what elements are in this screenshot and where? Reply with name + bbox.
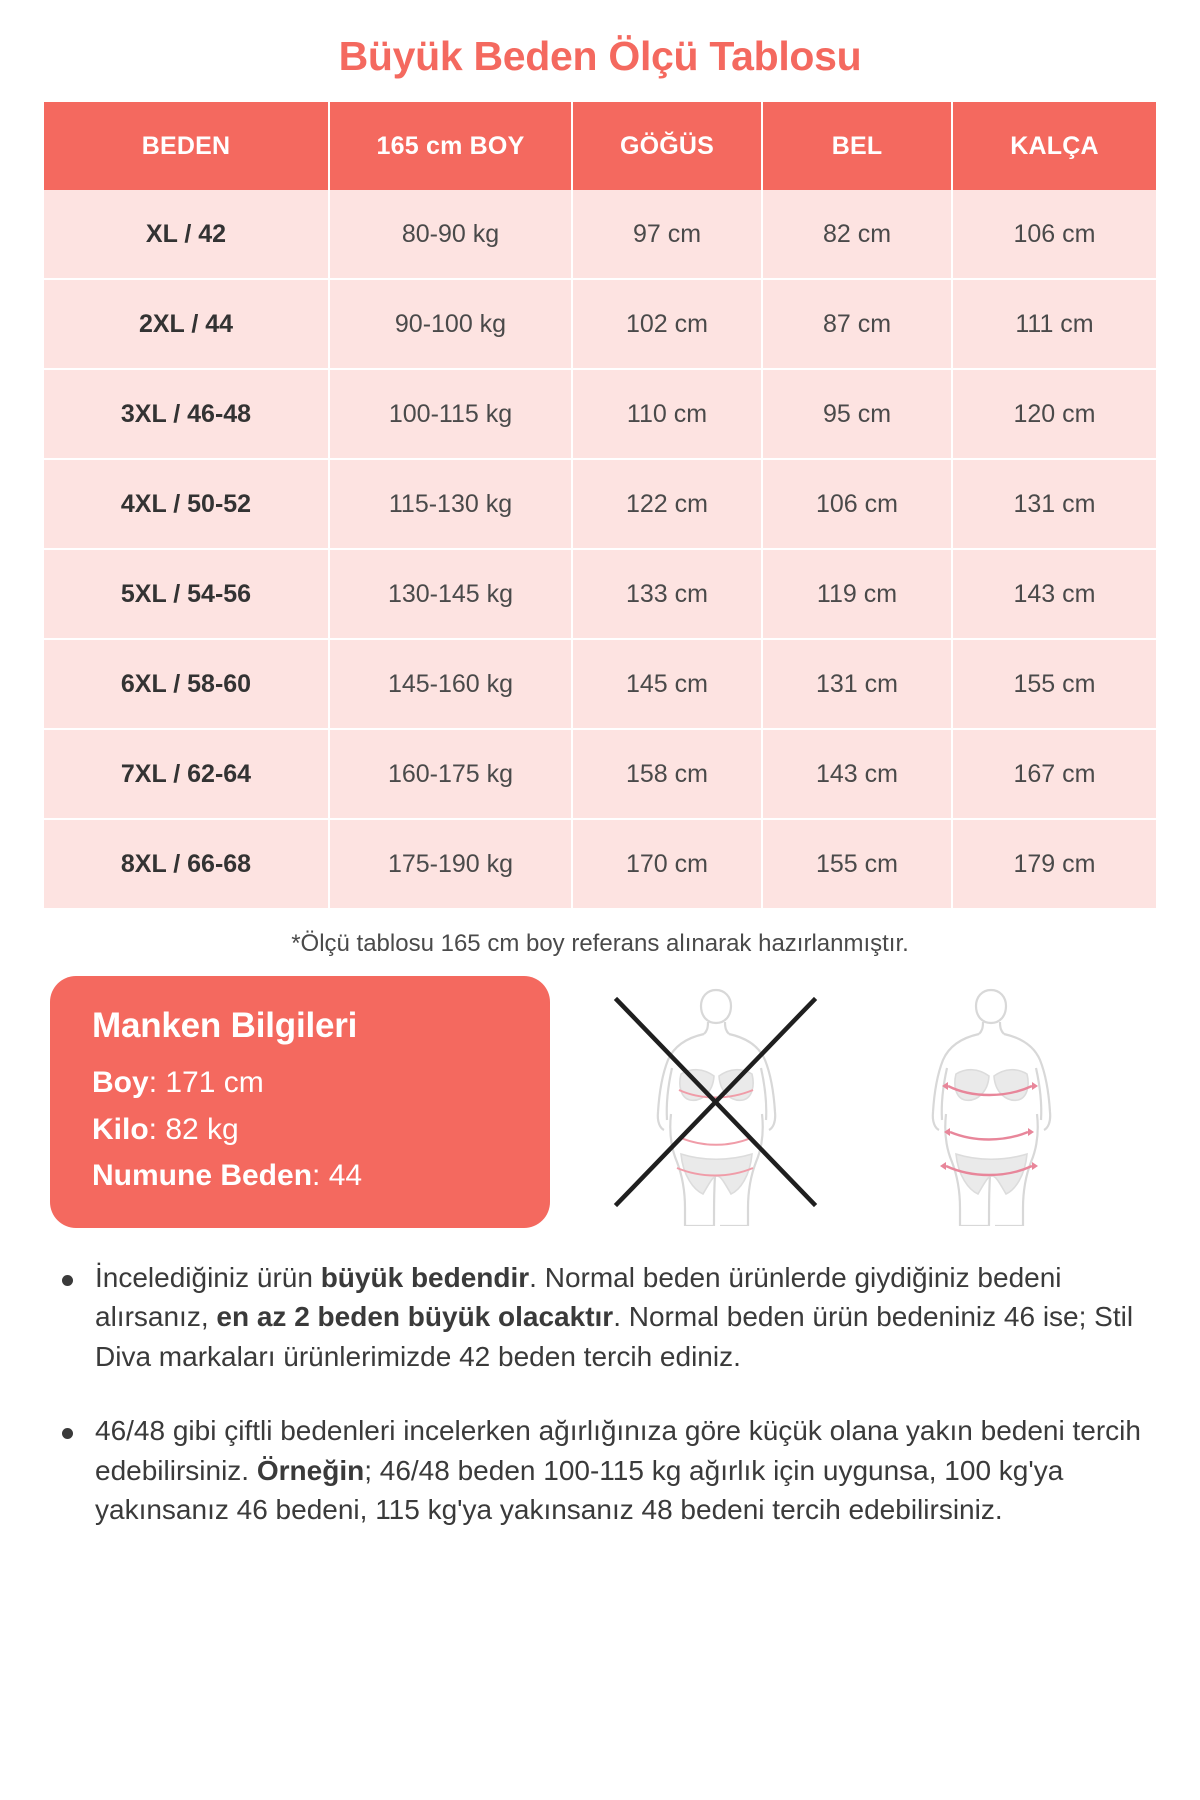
- table-cell: 90-100 kg: [329, 279, 572, 369]
- emphasis-text: büyük bedendir: [320, 1261, 530, 1293]
- table-header-row: [44, 102, 1156, 190]
- emphasis-text: Örneğin: [256, 1454, 365, 1486]
- plain-text: . Normal beden ürünlerde giydiğiniz bedeni alırsanız,: [95, 1261, 1062, 1333]
- model-and-figures-row: [42, 976, 1158, 1228]
- table-cell: 106 cm: [952, 190, 1156, 279]
- model-sample-size-value: : 44: [312, 1159, 363, 1192]
- table-cell-beden: 3XL / 46-48: [44, 369, 329, 459]
- list-item: [52, 1411, 1142, 1530]
- table-cell: 143 cm: [952, 549, 1156, 639]
- table-cell: 131 cm: [952, 459, 1156, 549]
- body-outline-correct-icon: [884, 986, 1099, 1226]
- model-info-card: [50, 976, 550, 1228]
- bullet-dot-icon: [62, 1275, 73, 1286]
- table-cell: 167 cm: [952, 729, 1156, 819]
- emphasis-text: en az 2 beden büyük olacaktır: [216, 1301, 614, 1333]
- table-cell: 102 cm: [572, 279, 762, 369]
- table-cell: 131 cm: [762, 639, 952, 729]
- column-header-kalca: KALÇA: [952, 102, 1156, 190]
- column-header-boy: 165 cm BOY: [329, 102, 572, 190]
- table-cell-beden: 8XL / 66-68: [44, 819, 329, 908]
- table-cell: 80-90 kg: [329, 190, 572, 279]
- model-weight-label: Kilo: [92, 1112, 149, 1146]
- table-cell: 155 cm: [762, 819, 952, 908]
- model-info-heading: Manken Bilgileri: [92, 1006, 358, 1045]
- model-height-value: : 171 cm: [148, 1066, 264, 1099]
- body-outline-wrong-icon: [609, 986, 824, 1226]
- table-cell: 143 cm: [762, 729, 952, 819]
- table-cell: 110 cm: [572, 369, 762, 459]
- table-cell-beden: 5XL / 54-56: [44, 549, 329, 639]
- table-cell: 119 cm: [762, 549, 952, 639]
- plain-text: 46/48 gibi çiftli bedenleri incelerken ağırlığınıza göre küçük olana yakın bedeni tercih edebilirsiniz.: [95, 1414, 1141, 1486]
- table-cell: 82 cm: [762, 190, 952, 279]
- model-height-label: Boy: [92, 1066, 149, 1099]
- table-row: [44, 549, 1156, 639]
- table-cell: 155 cm: [952, 639, 1156, 729]
- model-sample-size-line: [92, 1153, 520, 1200]
- table-cell-beden: 6XL / 58-60: [44, 639, 329, 729]
- measurement-figures: [550, 976, 1158, 1226]
- table-cell: 133 cm: [572, 549, 762, 639]
- table-cell: 95 cm: [762, 369, 952, 459]
- model-sample-size-label: Numune Beden: [92, 1159, 313, 1192]
- plain-text: . Normal beden ürün bedeniniz 46 ise; Stil Diva markaları ürünlerimizde 42 beden tercih ediniz.: [95, 1301, 1134, 1372]
- table-cell-beden: 2XL / 44: [44, 279, 329, 369]
- table-note: *Ölçü tablosu 165 cm boy referans alınarak hazırlanmıştır.: [291, 930, 909, 957]
- table-row: [44, 639, 1156, 729]
- table-cell-beden: 7XL / 62-64: [44, 729, 329, 819]
- table-row: [44, 369, 1156, 459]
- model-weight-value: : 82 kg: [148, 1112, 239, 1146]
- table-cell: 120 cm: [952, 369, 1156, 459]
- table-cell: 160-175 kg: [329, 729, 572, 819]
- notes-list: [42, 1228, 1158, 1531]
- table-row: [44, 819, 1156, 908]
- column-header-gogus: GÖĞÜS: [572, 102, 762, 190]
- model-height-line: [92, 1060, 520, 1107]
- correct-measurement-figure: [884, 986, 1099, 1226]
- model-weight-line: [92, 1107, 520, 1154]
- table-cell-beden: XL / 42: [44, 190, 329, 279]
- bullet-dot-icon: [62, 1428, 73, 1439]
- table-cell: 130-145 kg: [329, 549, 572, 639]
- list-item: [52, 1258, 1142, 1377]
- column-header-beden: BEDEN: [44, 102, 329, 190]
- table-cell: 175-190 kg: [329, 819, 572, 908]
- table-cell: 115-130 kg: [329, 459, 572, 549]
- table-row: [44, 190, 1156, 279]
- table-cell: 97 cm: [572, 190, 762, 279]
- table-cell: 122 cm: [572, 459, 762, 549]
- table-cell: 179 cm: [952, 819, 1156, 908]
- plain-text: ; 46/48 beden 100-115 kg ağırlık için uygunsa, 100 kg'ya yakınsanız 46 bedeni, 115 kg'ya yakınsanız 48 bedeni tercih edebilirsiniz.: [95, 1454, 1064, 1526]
- table-row: [44, 279, 1156, 369]
- list-item-text: [95, 1411, 1142, 1530]
- size-table: [44, 102, 1156, 908]
- table-cell-beden: 4XL / 50-52: [44, 459, 329, 549]
- table-cell: 158 cm: [572, 729, 762, 819]
- table-row: [44, 729, 1156, 819]
- table-row: [44, 459, 1156, 549]
- page-title: Büyük Beden Ölçü Tablosu: [338, 33, 862, 79]
- table-cell: 87 cm: [762, 279, 952, 369]
- wrong-measurement-figure: [609, 986, 824, 1226]
- table-cell: 100-115 kg: [329, 369, 572, 459]
- table-cell: 145 cm: [572, 639, 762, 729]
- table-cell: 111 cm: [952, 279, 1156, 369]
- table-cell: 170 cm: [572, 819, 762, 908]
- list-item-text: [95, 1258, 1142, 1377]
- table-cell: 106 cm: [762, 459, 952, 549]
- column-header-bel: BEL: [762, 102, 952, 190]
- size-table-body: [44, 190, 1156, 908]
- size-table-header: [44, 102, 1156, 190]
- plain-text: İncelediğiniz ürün: [95, 1261, 321, 1293]
- table-cell: 145-160 kg: [329, 639, 572, 729]
